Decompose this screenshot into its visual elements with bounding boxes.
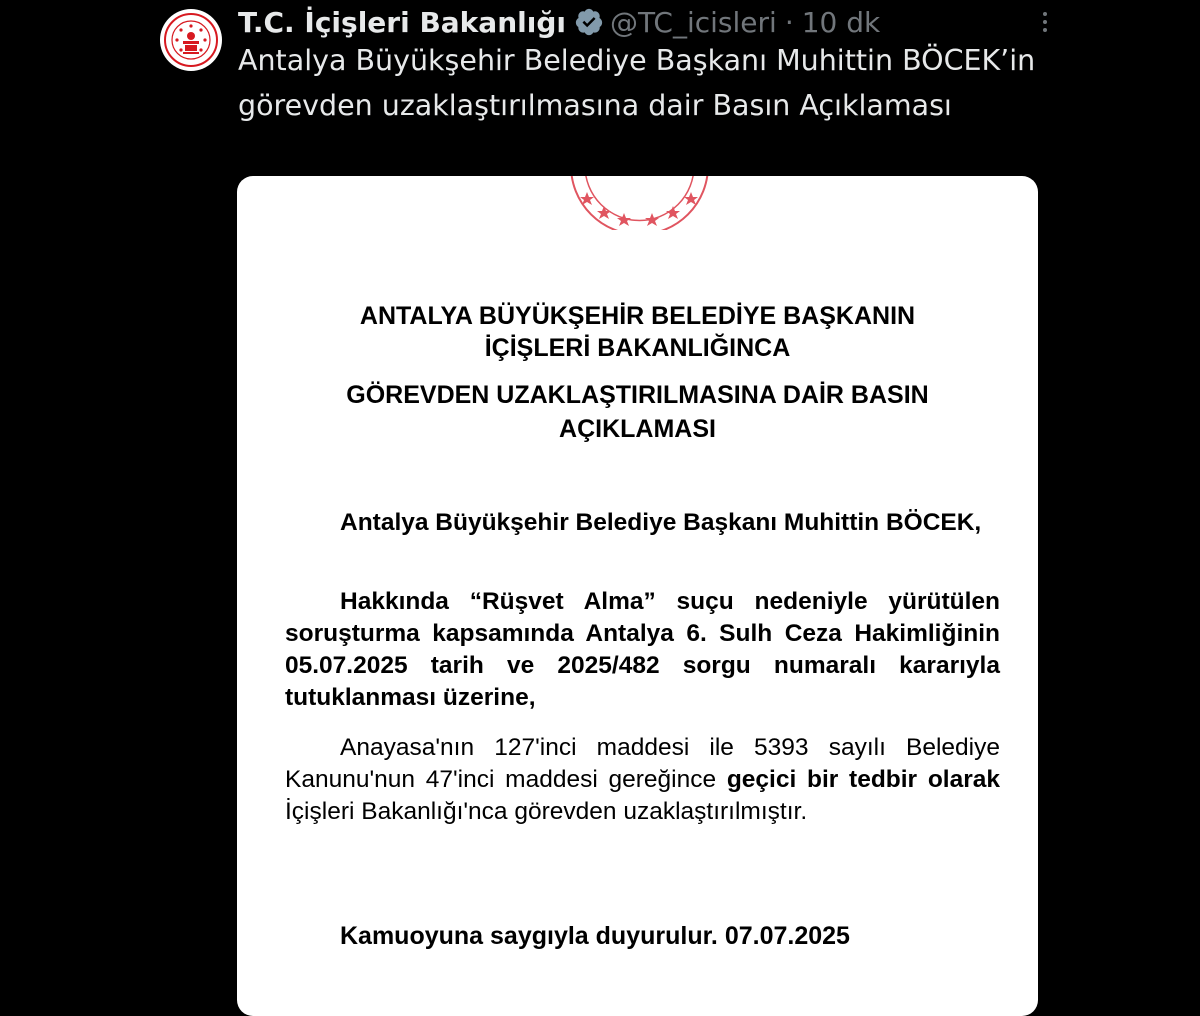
ministry-seal-icon: [163, 12, 219, 68]
author-avatar[interactable]: [160, 9, 222, 71]
doc-paragraph-2: Hakkında “Rüşvet Alma” suçu nedeniyle yürütülen soruşturma kapsamında Antalya 6. Sulh Ceza Hakimliğinin 05.07.2025 tarih ve 2025/482 sorgu numaralı kararıyla tutuklanması üzerine,: [285, 588, 1000, 711]
doc-title-line-3: GÖREVDEN UZAKLAŞTIRILMASINA DAİR BASIN: [346, 381, 929, 409]
doc-paragraph-1: Antalya Büyükşehir Belediye Başkanı Muhittin BÖCEK,: [340, 509, 982, 536]
timestamp[interactable]: 10 dk: [801, 5, 881, 39]
doc-paragraph-3-part-1: Anayasa'nın 127'inci maddesi ile 5393 sayılı Belediye Kanunu'nun 47'inci maddesi gereğince: [285, 734, 1000, 793]
separator-dot: ·: [784, 5, 794, 39]
doc-paragraph-3: [285, 732, 1000, 828]
doc-title-line-1: ANTALYA BÜYÜKŞEHİR BELEDİYE BAŞKANIN: [359, 302, 916, 330]
tweet-media-image[interactable]: [237, 176, 1038, 1016]
more-options-button[interactable]: [1030, 6, 1060, 38]
verified-badge-icon[interactable]: [574, 7, 604, 37]
author-name[interactable]: T.C. İçişleri Bakanlığı: [238, 5, 566, 39]
doc-footer: Kamuoyuna saygıyla duyurulur. 07.07.2025: [340, 922, 850, 950]
doc-title-line-2: İÇİŞLERİ BAKANLIĞINCA: [484, 334, 791, 362]
author-handle[interactable]: @TC_icisleri: [609, 5, 777, 39]
tweet-text: Antalya Büyükşehir Belediye Başkanı Muhittin BÖCEK’in görevden uzaklaştırılmasına dair Basın Açıklaması: [238, 44, 1036, 122]
doc-title-line-4: AÇIKLAMASI: [559, 415, 716, 443]
doc-paragraph-3-part-2: İçişleri Bakanlığı'nca görevden uzaklaştırılmıştır.: [285, 798, 808, 825]
more-options-icon: [1041, 10, 1049, 34]
press-release-document: [237, 176, 1038, 1016]
doc-paragraph-3-bold: geçici bir tedbir olarak: [726, 766, 1000, 793]
tweet-header: [238, 3, 880, 41]
